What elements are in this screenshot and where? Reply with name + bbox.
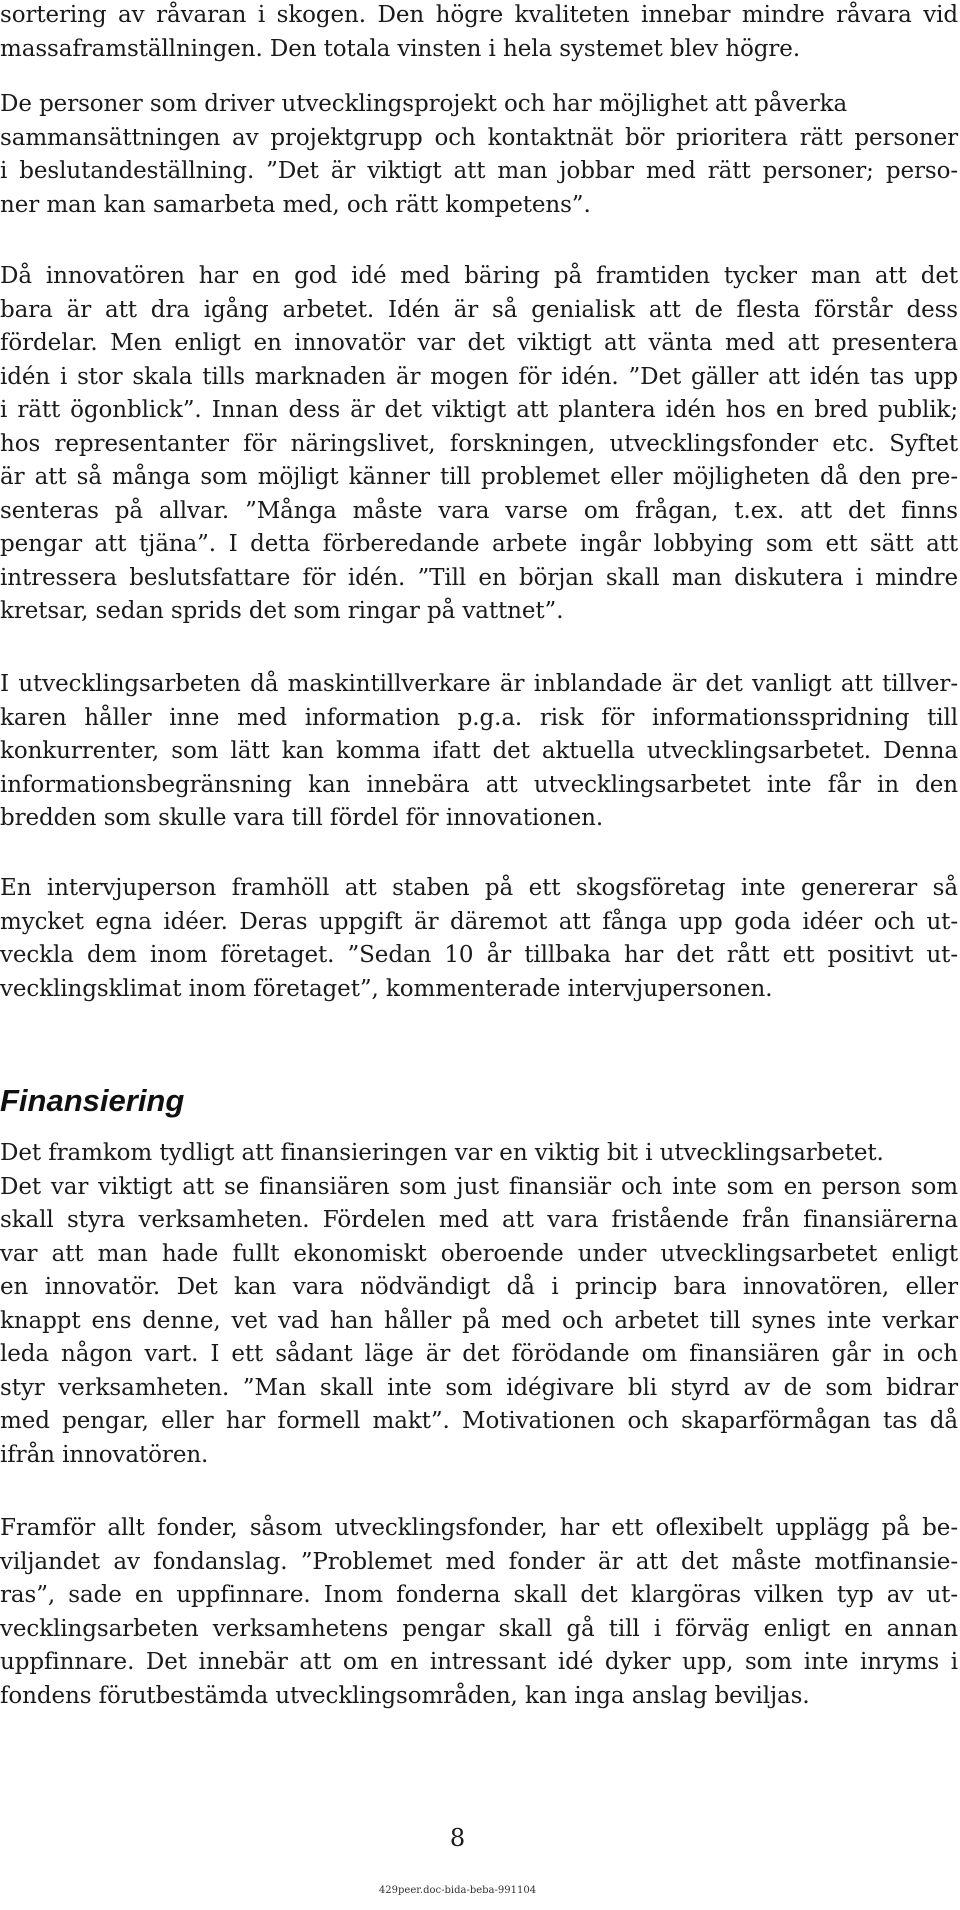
text-line: Det var viktigt att se finansiären som just finansiär och inte som en person som bbox=[0, 1173, 958, 1200]
paragraph-1 bbox=[0, 88, 958, 222]
text-line: ner man kan samarbeta med, och rätt kompetens”. bbox=[0, 191, 591, 218]
text-line: ifrån innovatören. bbox=[0, 1441, 209, 1468]
text-line: konkurrenter, som lätt kan komma ifatt det aktuella utvecklingsarbetet. Denna bbox=[0, 738, 958, 764]
text-line: fördelar. Men enligt en innovatör var det viktigt att vänta med att presentera bbox=[0, 330, 958, 356]
section-heading-finansiering: Finansiering bbox=[0, 1083, 185, 1118]
paragraph-6 bbox=[0, 1512, 958, 1713]
text-line: uppfinnare. Det innebär att om en intressant idé dyker upp, som inte inryms i bbox=[0, 1649, 958, 1675]
text-line: är att så många som möjligt känner till problemet eller möjligheten då den pre- bbox=[0, 464, 958, 490]
text-line: vecklingsklimat inom företaget”, kommenterade intervjupersonen. bbox=[0, 975, 773, 1002]
footer-filename: 429peer.doc-bida-beba-991104 bbox=[378, 1885, 537, 1896]
text-line: massaframställningen. Den totala vinsten i hela systemet blev högre. bbox=[0, 35, 801, 62]
page-number: 8 bbox=[449, 1824, 466, 1852]
text-line: en innovatör. Det kan vara nödvändigt då i princip bara innovatören, eller bbox=[0, 1274, 958, 1300]
text-line: Det framkom tydligt att finansieringen var en viktig bit i utvecklingsarbetet. bbox=[0, 1140, 884, 1166]
text-line: med pengar, eller har formell makt”. Motivationen och skaparförmågan tas då bbox=[0, 1408, 958, 1434]
text-line: De personer som driver utvecklingsprojekt och har möjlighet att påverka bbox=[0, 91, 848, 117]
text-line: I utvecklingsarbeten då maskintillverkare är inblandade är det vanligt att tillver- bbox=[0, 671, 958, 697]
text-line: ras”, sade en uppfinnare. Inom fonderna skall det klargöras vilken typ av ut- bbox=[0, 1582, 958, 1608]
text-line: informationsbegränsning kan innebära att utvecklingsarbetet inte får in den bbox=[0, 771, 958, 798]
text-line: En intervjuperson framhöll att staben på ett skogsföretag inte genererar så bbox=[0, 875, 958, 901]
text-line: vecklingsarbeten verksamhetens pengar skall gå till i förväg enligt en annan bbox=[0, 1615, 958, 1642]
text-line: sortering av råvaran i skogen. Den högre kvaliteten innebar mindre råvara vid bbox=[0, 2, 958, 28]
text-line: i rätt ögonblick”. Innan dess är det viktigt att plantera idén hos en bred publik; bbox=[0, 397, 958, 423]
top-fragment-paragraph bbox=[0, 0, 958, 66]
text-line: sammansättningen av projektgrupp och kontaktnät bör prioritera rätt personer bbox=[0, 124, 958, 151]
text-line: var att man hade fullt ekonomiskt oberoende under utvecklingsarbetet enligt bbox=[0, 1240, 958, 1267]
text-line: Framför allt fonder, såsom utvecklingsfonder, har ett oflexibelt upplägg på be- bbox=[0, 1515, 958, 1541]
text-line: skall styra verksamheten. Fördelen med att vara fristående från finansiärerna bbox=[0, 1207, 958, 1233]
text-line: kretsar, sedan sprids det som ringar på vattnet”. bbox=[0, 598, 564, 624]
text-line: viljandet av fondanslag. ”Problemet med fonder är att det måste motfinansie- bbox=[0, 1548, 958, 1575]
text-line: i beslutandeställning. ”Det är viktigt att man jobbar med rätt personer; perso- bbox=[0, 158, 958, 184]
text-line: mycket egna idéer. Deras uppgift är däremot att fånga upp goda idéer och ut- bbox=[0, 908, 958, 935]
text-line: senteras på allvar. ”Många måste vara varse om frågan, t.ex. att det finns bbox=[0, 497, 958, 524]
text-line: bara är att dra igång arbetet. Idén är så genialisk att de flesta förstår dess bbox=[0, 296, 958, 323]
text-line: knappt ens denne, vet vad han håller på med och arbetet till synes inte verkar bbox=[0, 1307, 958, 1334]
text-line: veckla dem inom företaget. ”Sedan 10 år tillbaka har det rått ett positivt ut- bbox=[0, 942, 958, 968]
text-line: bredden som skulle vara till fördel för innovationen. bbox=[0, 805, 604, 831]
text-line: karen håller inne med information p.g.a. risk för informationsspridning till bbox=[0, 704, 958, 731]
text-line: fondens förutbestämda utvecklingsområden, kan inga anslag beviljas. bbox=[0, 1682, 810, 1709]
paragraph-2 bbox=[0, 260, 958, 629]
paragraph-5 bbox=[0, 1137, 958, 1472]
text-line: Då innovatören har en god idé med bäring på framtiden tycker man att det bbox=[0, 263, 958, 289]
text-line: pengar att tjäna”. I detta förberedande arbete ingår lobbying som ett sätt att bbox=[0, 531, 958, 557]
paragraph-4 bbox=[0, 872, 958, 1006]
text-line: hos representanter för näringslivet, forskningen, utvecklingsfonder etc. Syftet bbox=[0, 430, 958, 457]
text-line: intressera beslutsfattare för idén. ”Till en början skall man diskutera i mindre bbox=[0, 564, 958, 591]
text-line: leda någon vart. I ett sådant läge är det förödande om finansiären går in och bbox=[0, 1341, 958, 1367]
text-line: idén i stor skala tills marknaden är mogen för idén. ”Det gäller att idén tas upp bbox=[0, 363, 958, 390]
paragraph-3 bbox=[0, 668, 958, 836]
text-line: styr verksamheten. ”Man skall inte som idégivare bli styrd av de som bidrar bbox=[0, 1374, 958, 1401]
